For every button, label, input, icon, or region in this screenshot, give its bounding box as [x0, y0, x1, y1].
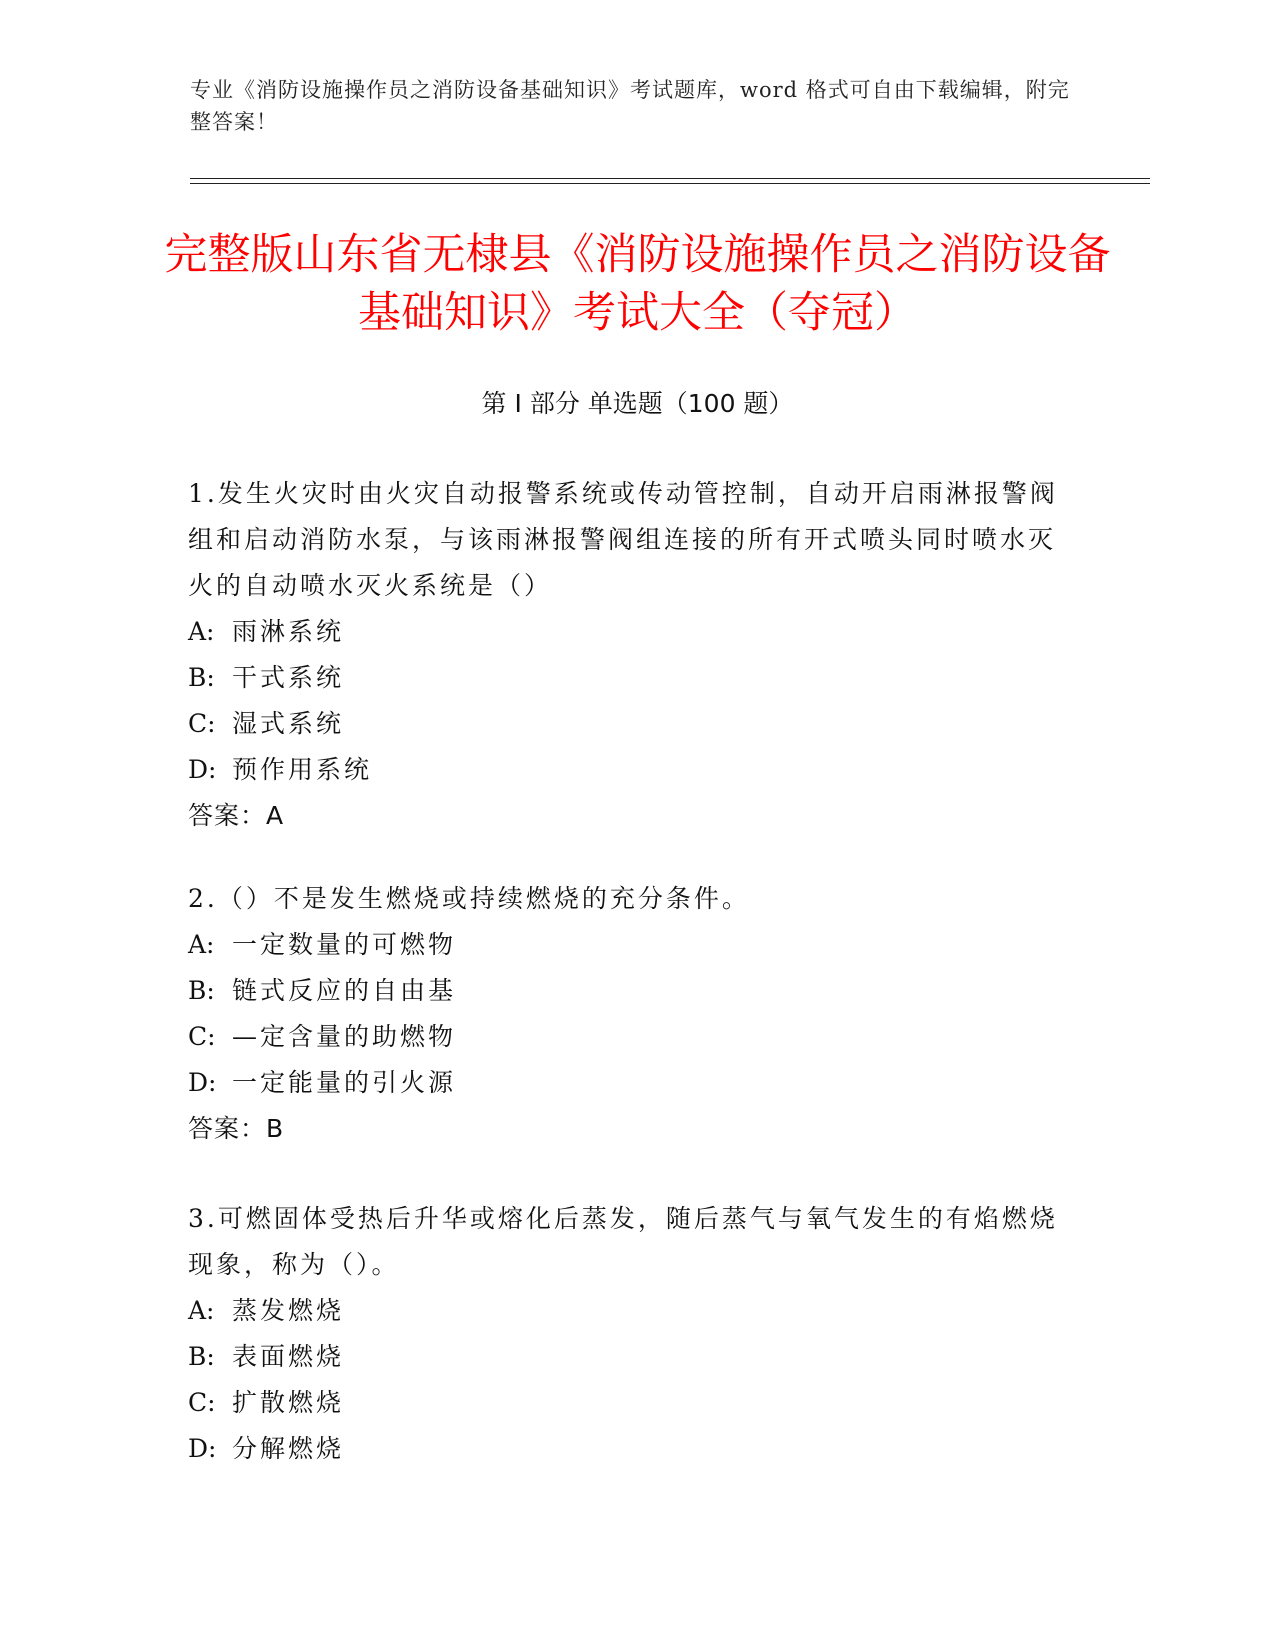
option-key: C: [188, 1388, 216, 1417]
option-a [188, 922, 1068, 968]
option-key: A: [188, 930, 215, 959]
option-key: C: [188, 709, 216, 738]
question-3 [188, 1196, 1068, 1472]
option-text: 链式反应的自由基 [232, 976, 457, 1005]
section-heading: 第 I 部分 单选题（100 题） [481, 389, 794, 418]
option-text: 蒸发燃烧 [232, 1296, 345, 1325]
option-b [188, 968, 1068, 1014]
option-key: D: [188, 1068, 217, 1097]
option-d [188, 747, 1068, 793]
option-key: B: [188, 1342, 215, 1371]
option-text: 表面燃烧 [232, 1342, 345, 1371]
option-d [188, 1060, 1068, 1106]
option-a [188, 609, 1068, 655]
option-d [188, 1426, 1068, 1472]
option-text: 扩散燃烧 [232, 1388, 345, 1417]
option-b [188, 1334, 1068, 1380]
option-key: C: [188, 1022, 216, 1051]
option-a [188, 1288, 1068, 1334]
option-c [188, 701, 1068, 747]
option-key: A: [188, 617, 215, 646]
option-key: B: [188, 976, 215, 1005]
option-b [188, 655, 1068, 701]
question-stem: 1.发生火灾时由火灾自动报警系统或传动管控制，自动开启雨淋报警阀组和启动消防水泵，与该雨淋报警阀组连接的所有开式喷头同时喷水灭火的自动喷水灭火系统是（） [188, 479, 1058, 600]
option-text: 一定能量的引火源 [232, 1068, 457, 1097]
header-rule-top [190, 178, 1150, 179]
document-title: 完整版山东省无棣县《消防设施操作员之消防设备基础知识》考试大全（夺冠） [164, 230, 1111, 338]
option-key: D: [188, 755, 217, 784]
option-text: 干式系统 [232, 663, 345, 692]
option-text: 雨淋系统 [232, 617, 345, 646]
answer: 答案：A [188, 801, 285, 830]
option-c [188, 1380, 1068, 1426]
option-text: 湿式系统 [232, 709, 345, 738]
header-note: 专业《消防设施操作员之消防设备基础知识》考试题库，word 格式可自由下载编辑，附完整答案！ [190, 78, 1070, 134]
question-stem: 3.可燃固体受热后升华或熔化后蒸发，随后蒸气与氧气发生的有焰燃烧现象，称为（）。 [188, 1204, 1058, 1279]
option-c [188, 1014, 1068, 1060]
option-text: 一定数量的可燃物 [232, 930, 457, 959]
question-2 [188, 876, 1068, 1152]
option-key: A: [188, 1296, 215, 1325]
option-key: B: [188, 663, 215, 692]
option-key: D: [188, 1434, 217, 1463]
header-rule-bottom [190, 183, 1150, 184]
question-1 [188, 471, 1068, 839]
option-text: 分解燃烧 [232, 1434, 345, 1463]
option-text: —定含量的助燃物 [232, 1022, 457, 1051]
question-stem: 2.（）不是发生燃烧或持续燃烧的充分条件。 [188, 884, 750, 913]
answer: 答案：B [188, 1114, 285, 1143]
option-text: 预作用系统 [232, 755, 373, 784]
